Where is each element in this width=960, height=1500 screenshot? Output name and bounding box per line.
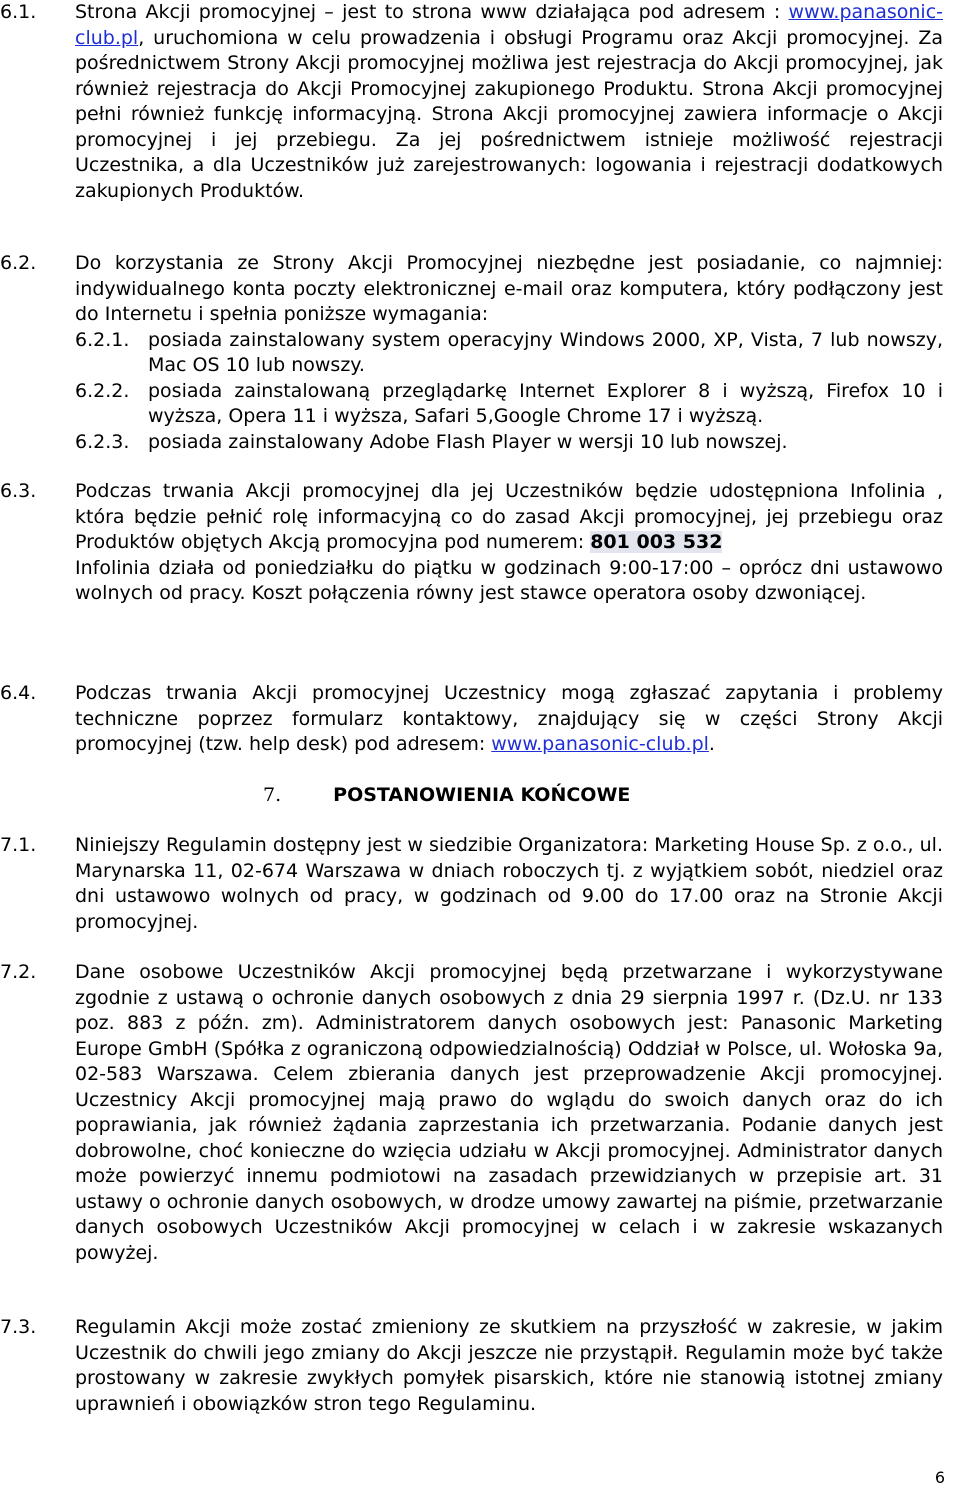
section-6-1 bbox=[0, 0, 960, 204]
section-6-3 bbox=[0, 479, 960, 607]
page-number: 6 bbox=[934, 1468, 945, 1487]
section-text: Do korzystania ze Strony Akcji Promocyjnej niezbędne jest posiadanie, co najmniej: indywidualnego konta poczty elektronicznej e-mail oraz komputera, który podłączony jest do Internetu i spełnia poniższe wymagania: bbox=[75, 252, 943, 325]
website-link[interactable]: www.panasonic-club.pl bbox=[491, 733, 709, 755]
item-text: posiada zainstalowaną przeglądarkę Internet Explorer 8 i wyższą, Firefox 10 i wyższa, Opera 11 i wyższa, Safari 5,Google Chrome 17 i wyższą. bbox=[148, 379, 943, 427]
hotline-number: 801 003 532 bbox=[590, 531, 723, 553]
section-number: 6.4. bbox=[0, 682, 37, 704]
item-text: posiada zainstalowany system operacyjny Windows 2000, XP, Vista, 7 lub nowszy, Mac OS 10 lub nowszy. bbox=[148, 328, 943, 376]
section-text: Regulamin Akcji może zostać zmieniony ze skutkiem na przyszłość w zakresie, w jakim Uczestnik do chwili jego zmiany do Akcji jeszcze nie przystąpił. Regulamin może być także prostowany w zakresie zwykłych pomyłek pisarskich, które nie stanowią istotnej zmiany uprawnień i obowiązków stron tego Regulaminu. bbox=[75, 1316, 943, 1415]
requirement-item bbox=[75, 328, 943, 379]
section-number: 7.2. bbox=[0, 961, 37, 983]
chapter-title: POSTANOWIENIA KOŃCOWE bbox=[333, 784, 631, 806]
requirement-item bbox=[75, 430, 943, 456]
section-number: 7.1. bbox=[0, 834, 37, 856]
requirement-item bbox=[75, 379, 943, 430]
section-text: Podczas trwania Akcji promocyjnej dla jej Uczestników będzie udostępniona Infolinia , która będzie pełnić rolę informacyjną co do zasad Akcji promocyjnej, jej przebiegu oraz Produktów objętych Akcją promocyjna pod numerem: 801 003 532 Infolinia działa od poniedziałku do piątku w godzinach 9:00-17:00 – oprócz dni ustawowo wolnych od pracy. Koszt połączenia równy jest stawce operatora osoby dzwoniącej. bbox=[75, 480, 943, 604]
chapter-number: 7. bbox=[263, 784, 282, 806]
section-number: 7.3. bbox=[0, 1316, 37, 1338]
section-text: Niniejszy Regulamin dostępny jest w siedzibie Organizatora: Marketing House Sp. z o.o., ul. Marynarska 11, 02-674 Warszawa w dniach roboczych tj. z wyjątkiem sobót, niedziel oraz dni ustawowo wolnych od pracy, w godzinach od 9.00 do 17.00 oraz na Stronie Akcji promocyjnej. bbox=[75, 834, 943, 933]
section-number: 6.3. bbox=[0, 480, 37, 502]
item-number: 6.2.2. bbox=[75, 379, 130, 402]
section-text: Podczas trwania Akcji promocyjnej Uczestnicy mogą zgłaszać zapytania i problemy techniczne poprzez formularz kontaktowy, znajdujący się w części Strony Akcji promocyjnej (tzw. help desk) pod adresem: www.panasonic-club.pl. bbox=[75, 682, 943, 755]
chapter-heading bbox=[263, 783, 630, 808]
section-6-4 bbox=[0, 681, 960, 758]
section-text: Dane osobowe Uczestników Akcji promocyjnej będą przetwarzane i wykorzystywane zgodnie z ustawą o ochronie danych osobowych z dnia 29 sierpnia 1997 r. (Dz.U. nr 133 poz. 883 z późn. zm). Administratorem danych osobowych jest: Panasonic Marketing Europe GmbH (Spółka z ograniczoną odpowiedzialnością) Oddział w Polsce, ul. Wołoska 9a, 02-583 Warszawa. Celem zbierania danych jest przeprowadzenie Akcji promocyjnej. Uczestnicy Akcji promocyjnej mają prawo do wglądu do swoich danych oraz do ich poprawiania, jak również żądania zaprzestania ich przetwarzania. Podanie danych jest dobrowolne, choć konieczne do wzięcia udziału w Akcji promocyjnej. Administrator danych może powierzyć innemu podmiotowi na zasadach przewidzianych w przepisie art. 31 ustawy o ochronie danych osobowych, w drodze umowy zawartej na piśmie, przetwarzanie danych osobowych Uczestników Akcji promocyjnej w celach i w zakresie wskazanych powyżej. bbox=[75, 961, 943, 1264]
section-7-2 bbox=[0, 960, 960, 1266]
website-link[interactable]: www.panasonic-club.pl bbox=[75, 1, 943, 49]
section-number: 6.2. bbox=[0, 252, 37, 274]
section-7-1 bbox=[0, 833, 960, 935]
item-text: posiada zainstalowany Adobe Flash Player w wersji 10 lub nowszej. bbox=[148, 430, 788, 453]
item-number: 6.2.1. bbox=[75, 328, 130, 351]
section-number: 6.1. bbox=[0, 1, 37, 23]
item-number: 6.2.3. bbox=[75, 430, 130, 453]
section-6-2 bbox=[0, 251, 960, 455]
section-text: Strona Akcji promocyjnej – jest to strona www działająca pod adresem : www.panasonic-club.pl, uruchomiona w celu prowadzenia i obsługi Programu oraz Akcji promocyjnej. Za pośrednictwem Strony Akcji promocyjnej możliwa jest rejestracja do Akcji promocyjnej, jak również rejestracja do Akcji Promocyjnej zakupionego Produktu. Strona Akcji promocyjnej pełni również funkcję informacyjną. Strona Akcji promocyjnej zawiera informacje o Akcji promocyjnej i jej przebiegu. Za jej pośrednictwem istnieje możliwość rejestracji Uczestnika, a dla Uczestników już zarejestrowanych: logowania i rejestracji dodatkowych zakupionych Produktów. bbox=[75, 1, 943, 202]
section-7-3 bbox=[0, 1315, 960, 1417]
